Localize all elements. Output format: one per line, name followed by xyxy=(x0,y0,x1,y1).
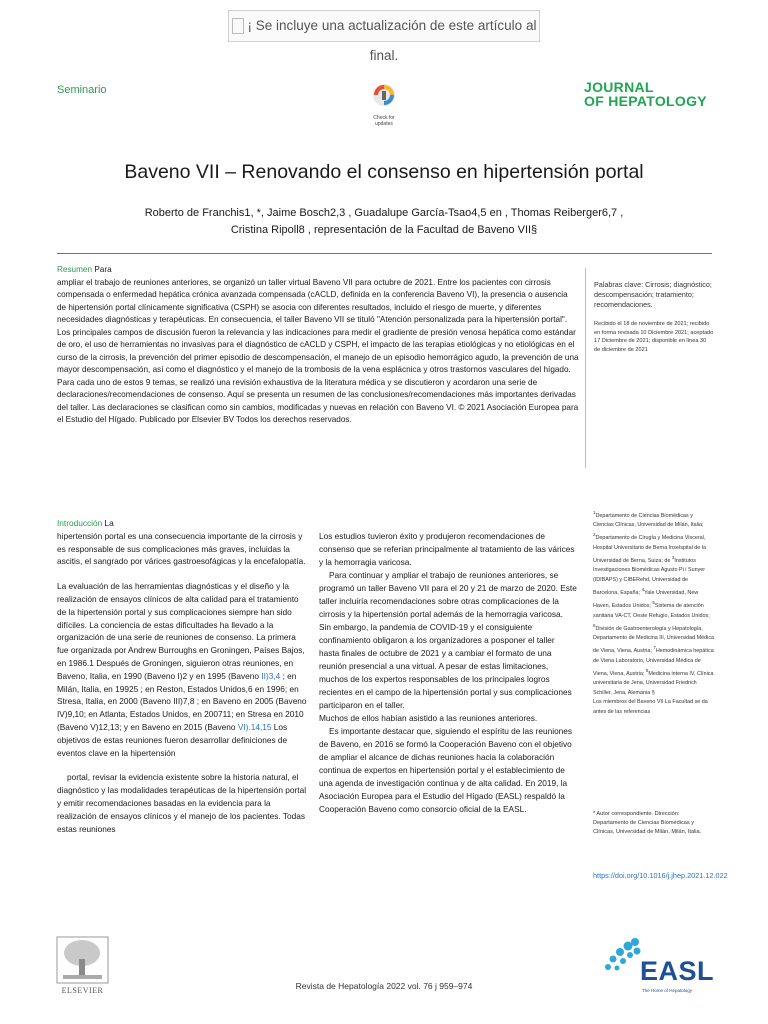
info-icon xyxy=(232,18,244,34)
affiliation-item: $^8$Medicina interna IV, Clínica universitaria de Jena, Universidad Friedrich Schiller, Jena, Alemania § xyxy=(593,668,714,696)
easl-wordmark: EASL xyxy=(640,956,715,986)
intro-p2-text-a: La evaluación de las herramientas diagnósticas y el diseño y la realización de ensayos clínicos de alta calidad para el tratamiento de la hipertensión portal y sus complicaciones siempre han sido difíciles. La conciencia de estas dificultades ha llevado a la organización de una serie de reuniones de consenso. La primera fue organizada por Andrew Burroughs en Groningen, Países Bajos, en 1986.1 Después de Groningen, siguieron otras reuniones, en Baveno, Italia, en 1990 (Baveno I)2 y en 1995 (Baveno xyxy=(57,581,305,681)
update-notice-text: ¡ Se incluye una actualización de este artículo al final. xyxy=(247,18,537,63)
affiliation-item: $^5$Sistema de atención sanitaria VA-CT, Oeste Refugio, Estados Unidos; xyxy=(593,600,710,619)
article-title: Baveno VII – Renovando el consenso en hipertensión portal xyxy=(124,161,644,183)
affiliation-item: $^4$Yale Universidad, New Haven, Estados Unidos; xyxy=(593,587,699,610)
affiliation-item: $^7$Hemodinámica hepática de Viena Laboratorio, Universidad Médica de Viena, Viena, Austria; xyxy=(593,645,714,678)
affiliation-note: Los miembros del Baveno VII La Facultad se da antes de las referencias xyxy=(593,699,708,715)
intro-p2-text-b: ; en Milán, Italia, en 19925 ; en Reston, Estados Unidos,6 en 1996; en Stresa, Italia, en 2000 (Baveno III)7,8 ; en Baveno en 2005 (Baveno IV)9,10; en Atlanta, Estados Unidos, en 200711; en Stresa en 2010 (Baveno V)12,13; y en Baveno en 2015 (Baveno xyxy=(57,670,307,732)
easl-tagline: The Home of Hepatology xyxy=(642,988,693,993)
corresponding-author: * Autor correspondiente. Dirección: Departamento de Ciencias Biomédicas y Clínicas, Universidad de Milán, Milán, Italia. xyxy=(593,811,702,835)
doi-link[interactable]: https://doi.org/10.1016/j.jhep.2021.12.022 xyxy=(593,871,728,880)
author-list xyxy=(60,205,708,239)
introduction-column xyxy=(57,517,307,847)
intro-paragraph-1: hipertensión portal es una consecuencia importante de la cirrosis y es responsable de sus complicaciones más graves, incluidas la ascitis, el sangrado por várices gastroesofágicas y la encefalopatía. xyxy=(57,530,306,567)
journal-logo-line2: OF HEPATOLOGY xyxy=(584,93,707,109)
easl-logo xyxy=(604,936,716,998)
col2-paragraph-1: Los estudios tuvieron éxito y produjeron recomendaciones de consenso que se referían principalmente al tratamiento de las várices y la hemorragia varicosa. xyxy=(319,531,575,567)
affiliation-item: $^2$Departamento de Cirugía y Medicina Visceral, Hospital Universitario de Berna Inselspital de la Universidad de Berna, Suiza; de xyxy=(593,532,706,565)
journal-citation: Revista de Hepatología 2022 vol. 76 j 959–974 xyxy=(295,981,473,991)
abstract xyxy=(57,264,579,427)
intro-paragraph-3: portal, revisar la evidencia existente sobre la historia natural, el diagnóstico y las modalidades terapéuticas de la hipertensión portal y emitir recomendaciones basadas en la evidencia para la realización de ensayos clínicos y el manejo de los pacientes. Todas estas reuniones xyxy=(57,772,307,834)
introduction-label: Introducción xyxy=(57,518,103,528)
check-for-updates-icon xyxy=(366,82,402,110)
affiliation-item: $^1$Departamento de Ciencias Biomédicas y Ciencias Clínicas, Universidad de Milán, Italia; xyxy=(593,510,704,529)
easl-dots-icon xyxy=(604,936,644,976)
abstract-lead: Para xyxy=(92,265,112,274)
introduction-lead: La xyxy=(102,518,114,528)
citation-link[interactable]: II)3,4 xyxy=(261,670,281,681)
affiliations xyxy=(593,508,715,717)
abstract-body: ampliar el trabajo de reuniones anteriores, se organizó un taller virtual Baveno VII para octubre de 2021. Entre los pacientes con cirrosis compensada o enfermedad hepática crónica avanzada compensada (cACLD, definida en la conferencia Baveno VI), la presencia o ausencia de hipertensión portal clínicamente significativa (CSPH) se asocia con diferentes resultados, incluido el riesgo de muerte, y diferentes necesidades diagnósticas y terapéuticas. En consecuencia, el taller Baveno VII se tituló "Atención personalizada para la hipertensión portal". Los principales campos de discusión fueron la relevancia y las indicaciones para medir el gradiente de presión venosa hepática como estándar de oro, el uso de herramientas no invasivas para el diagnóstico de cACLD y CSPH, el impacto de las terapias etiológicas y no etiológicas en el curso de la cirrosis, la prevención del primer episodio de descompensación, el manejo de un episodio hemorrágico agudo, la prevención de una mayor descompensación, así como el diagnóstico y el manejo de la trombosis de la vena esplácnica y otros trastornos vasculares del hígado. Para cada uno de estos 9 temas, se realizó una revisión exhaustiva de la literatura médica y se discutieron y acordaron una serie de declaraciones/recomendaciones de consenso. Aquí se presenta un resumen de las conclusiones/recomendaciones más importantes derivadas del taller. Las declaraciones se clasifican como sin cambios, modificadas y nuevas en relación con Baveno VI. © 2021 Asociación Europea para el Estudio del Hígado. Publicado por Elsevier BV Todos los derechos reservados. xyxy=(57,277,579,424)
check-for-updates-label: Check for updates xyxy=(373,115,395,127)
author-line-2: Cristina Ripoll8 , representación de la Facultad de Baveno VII§ xyxy=(230,224,538,236)
citation-link[interactable]: VI).14,15 xyxy=(237,721,272,732)
second-column xyxy=(319,530,577,816)
intro-p2-text-c: Los objetivos de estas reuniones fueron desarrollar definiciones de eventos clave en la hipertensión xyxy=(57,721,288,758)
affiliation-item: $^3$Institutos Investigaciones Biomédicas Agusto Pi i Sunyer (IDIBAPS) y CIBERehd, Universidad de Barcelona, España; xyxy=(593,555,706,597)
intro-paragraph-2 xyxy=(57,580,307,759)
update-notice-banner[interactable] xyxy=(228,10,540,63)
col2-paragraph-3: Muchos de ellos habían asistido a las reuniones anteriores. xyxy=(319,713,538,723)
keywords: Palabras clave: Cirrosis; diagnóstico; descompensación; tratamiento; recomendaciones. xyxy=(594,280,712,309)
author-line-1: Roberto de Franchis1, *, Jaime Bosch2,3 , Guadalupe García-Tsao4,5 en , Thomas Reiberger6,7 , xyxy=(144,207,624,219)
section-label: Seminario xyxy=(57,84,107,96)
check-for-updates-badge[interactable] xyxy=(366,82,402,127)
journal-logo-line1: JOURNAL xyxy=(584,79,654,95)
col2-paragraph-2: Para continuar y ampliar el trabajo de reuniones anteriores, se programó un taller Baveno VII para el 20 y 21 de marzo de 2020. Este taller incluiría recomendaciones sobre otras complicaciones de la cirrosis y la hipertensión portal además de la hemorragia varicosa. Sin embargo, la pandemia de COVID-19 y el consiguiente confinamiento obligaron a los organizadores a posponer el taller hasta finales de octubre de 2021 y a cambiar el formato de una reunión presencial a una virtual. A pesar de estas limitaciones, muchos de los expertos responsables de los principales logros recientes en el campo de la hipertensión portal y sus complicaciones participaron en el taller. xyxy=(319,570,577,710)
elsevier-wordmark: ELSEVIER xyxy=(61,986,104,995)
affiliation-item: $^6$División de Gastroenterología y Hepatología, Departamento de Medicina III, Universidad Médica de Viena, Viena, Austria; xyxy=(593,623,715,655)
journal-logo xyxy=(584,80,707,108)
abstract-label: Resumen xyxy=(57,265,93,274)
col2-paragraph-4: Es importante destacar que, siguiendo el espíritu de las reuniones de Baveno, en 2016 se formó la Cooperación Baveno con el objetivo de ampliar el alcance de dichas reuniones hacia la colaboración continua de expertos en hipertensión portal y el establecimiento de una agenda de investigación continua y de alta calidad. En 2019, la Asociación Europea para el Estudio del Hígado (EASL) respaldó la Cooperación Baveno como consorcio oficial de la EASL. xyxy=(319,726,573,814)
elsevier-tree-icon xyxy=(55,935,110,985)
sidebar-divider xyxy=(585,268,586,468)
article-history-dates: Recibido el 18 de noviembre de 2021; recibido en forma revisada 10 Diciembre 2021; aceptado 17 Diciembre de 2021; disponible en línea 30 de diciembre de 2021 xyxy=(594,321,714,353)
header-divider xyxy=(57,253,712,254)
